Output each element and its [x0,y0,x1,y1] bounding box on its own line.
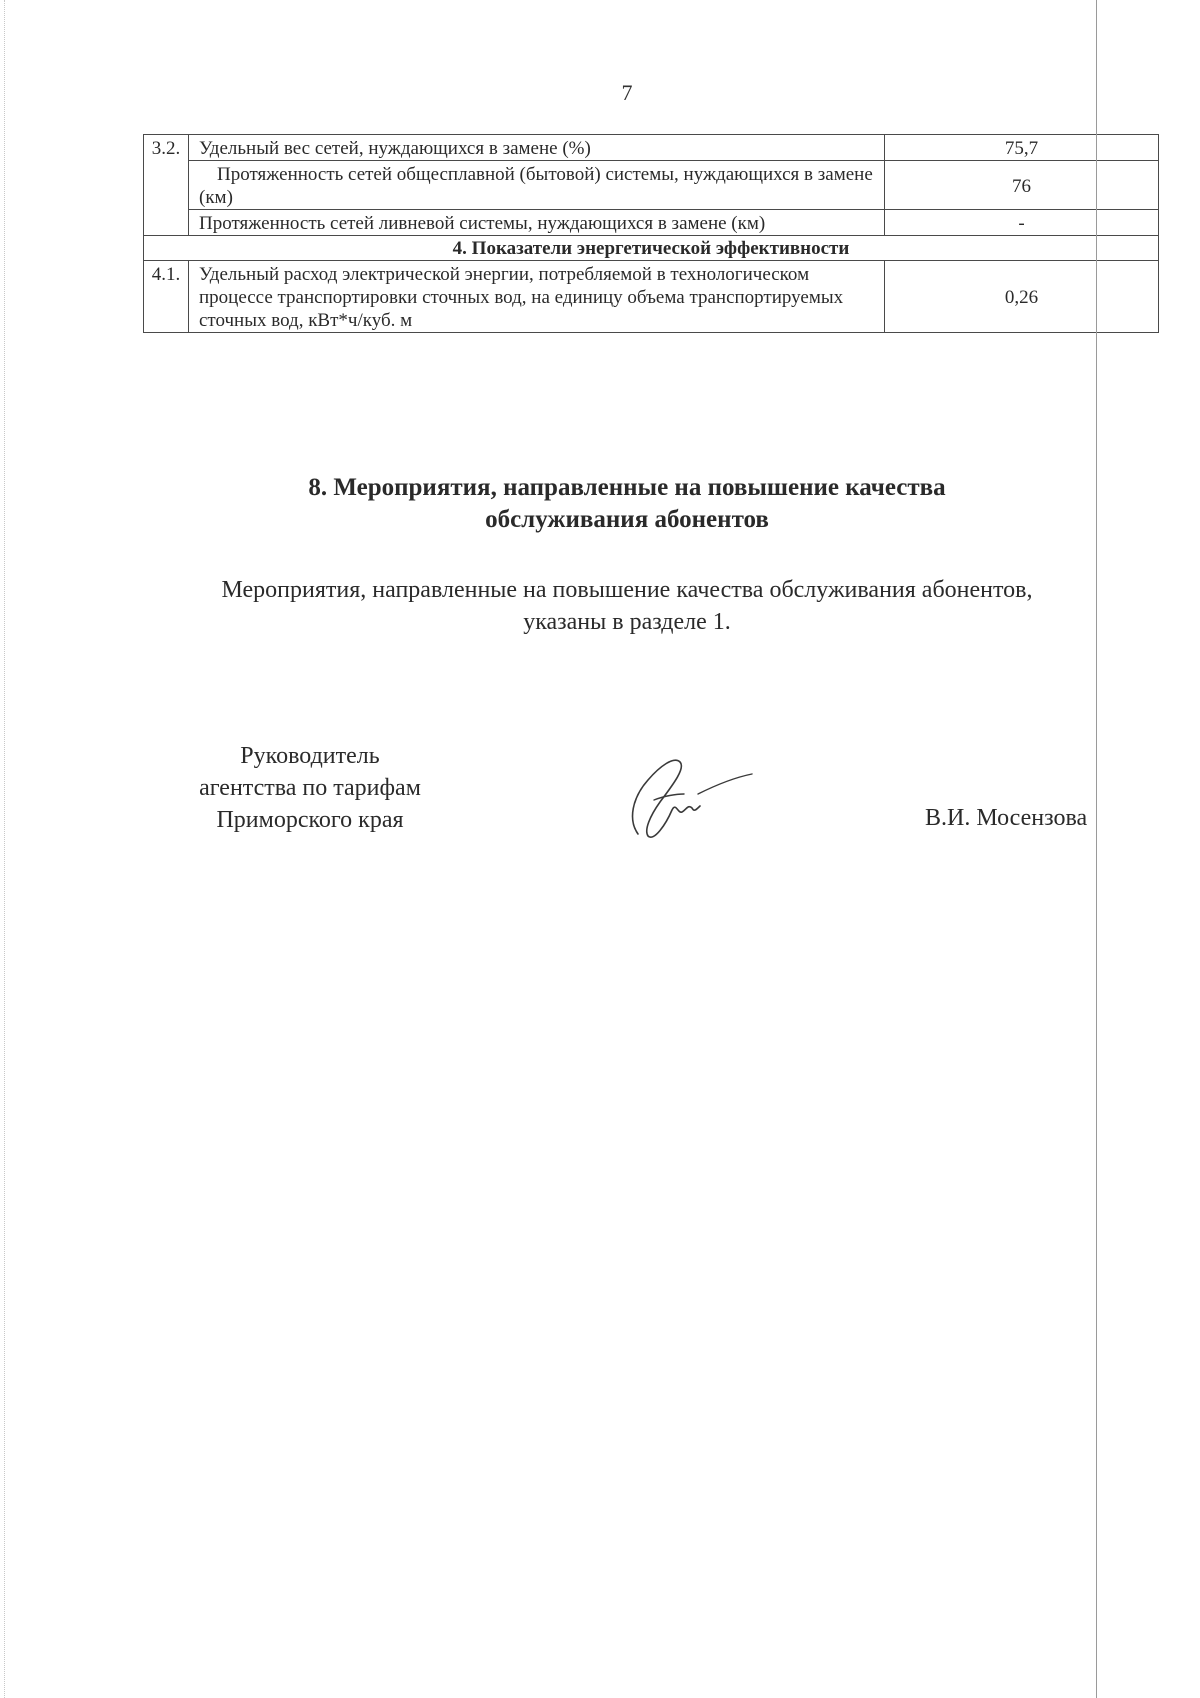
section-8-body-line-2: указаны в разделе 1. [523,609,731,635]
indicator-value: - [885,210,1159,236]
section-8-heading [150,472,1104,536]
table-row [144,161,1159,210]
signatory-title [170,740,450,836]
section-8-heading-line-1: 8. Мероприятия, направленные на повышение качества [308,474,946,501]
indicators-table [143,134,1159,333]
table-section-row [144,236,1159,261]
signatory-title-line-1: Руководитель [240,743,380,769]
signatory-name: В.И. Мосензова [925,805,1088,831]
table-row [144,135,1159,161]
indicator-description: Удельный расход электрической энергии, потребляемой в технологическом процессе транспортировки сточных вод, на единицу объема транспортируемых сточных вод, кВт*ч/куб. м [189,261,885,333]
section-8-heading-line-2: обслуживания абонентов [485,506,769,533]
indicator-value: 76 [885,161,1159,210]
row-number: 3.2. [144,135,189,236]
handwritten-signature [610,750,760,845]
section-4-title: 4. Показатели энергетической эффективности [144,236,1159,261]
table-row [144,210,1159,236]
scan-edge-left [4,0,6,1698]
section-8-body-line-1: Мероприятия, направленные на повышение качества обслуживания абонентов, [221,577,1033,603]
scan-edge-right [1096,0,1097,1698]
indicator-description: Протяженность сетей общесплавной (бытовой) системы, нуждающихся в замене (км) [189,161,885,210]
page-number: 7 [621,80,633,105]
indicator-description: Протяженность сетей ливневой системы, нуждающихся в замене (км) [189,210,885,236]
indicator-value: 75,7 [885,135,1159,161]
indicator-value: 0,26 [885,261,1159,333]
signatory-title-line-3: Приморского края [216,807,404,833]
signatory-title-line-2: агентства по тарифам [199,775,421,801]
row-number: 4.1. [144,261,189,333]
table-row [144,261,1159,333]
indicator-description: Удельный вес сетей, нуждающихся в замене (%) [189,135,885,161]
section-8-body [140,574,1114,638]
